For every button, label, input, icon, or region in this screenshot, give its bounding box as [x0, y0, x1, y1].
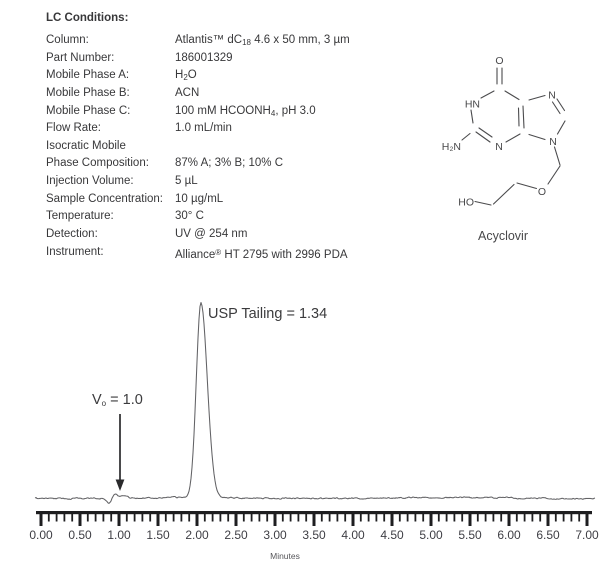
- condition-label: Flow Rate:: [46, 122, 101, 135]
- x-axis-tick-label: 5.50: [458, 528, 482, 542]
- x-axis-minor-tick: [422, 514, 424, 522]
- condition-row: [46, 228, 386, 246]
- usp-tailing-annotation: USP Tailing = 1.34: [208, 306, 328, 322]
- x-axis-minor-tick: [407, 514, 409, 522]
- x-axis-tick-label: 7.00: [575, 528, 599, 542]
- x-axis-minor-tick: [188, 514, 190, 522]
- n1-label: HN: [464, 98, 480, 111]
- x-axis-tick-label: 2.50: [224, 528, 248, 542]
- x-axis-minor-tick: [71, 514, 73, 522]
- amine-label: H₂N: [441, 141, 461, 153]
- x-axis-major-tick: [157, 514, 160, 526]
- x-axis-tick-label: 0.00: [29, 528, 53, 542]
- x-axis-minor-tick: [103, 514, 105, 522]
- carbonyl-oxygen-label: O: [495, 55, 504, 67]
- x-axis-tick-label: 3.00: [263, 528, 287, 542]
- lc-conditions-block: [46, 12, 386, 263]
- x-axis-minor-tick: [485, 514, 487, 522]
- x-axis-minor-tick: [329, 514, 331, 522]
- condition-value: 30° C: [175, 210, 204, 223]
- condition-label: Isocratic Mobile: [46, 139, 126, 152]
- x-axis-major-tick: [430, 514, 433, 526]
- x-axis-title: Minutes: [270, 551, 300, 561]
- condition-row: [46, 175, 386, 193]
- x-axis-minor-tick: [243, 514, 245, 522]
- condition-label: Mobile Phase B:: [46, 86, 130, 99]
- condition-label: Mobile Phase C:: [46, 104, 131, 117]
- x-axis-minor-tick: [56, 514, 58, 522]
- x-axis-minor-tick: [181, 514, 183, 522]
- condition-row: [46, 52, 386, 70]
- x-axis-minor-tick: [142, 514, 144, 522]
- x-axis-minor-tick: [461, 514, 463, 522]
- structure-atom-labels: [442, 55, 557, 209]
- ether-oxygen-label: O: [537, 186, 547, 198]
- x-axis-major-tick: [40, 514, 43, 526]
- x-axis-major-tick: [79, 514, 82, 526]
- acyclovir-structure: [410, 30, 606, 250]
- x-axis-minor-tick: [539, 514, 541, 522]
- x-axis-minor-tick: [368, 514, 370, 522]
- x-axis-minor-tick: [578, 514, 580, 522]
- compound-name: Acyclovir: [477, 229, 529, 243]
- x-axis-minor-tick: [383, 514, 385, 522]
- x-axis-minor-tick: [149, 514, 151, 522]
- condition-row: [46, 34, 386, 52]
- x-axis-minor-tick: [454, 514, 456, 522]
- x-axis-minor-tick: [524, 514, 526, 522]
- condition-value: 186001329: [175, 51, 233, 64]
- x-axis-tick-label: 6.50: [536, 528, 560, 542]
- condition-value: 10 µg/mL: [175, 192, 224, 205]
- x-axis-minor-tick: [110, 514, 112, 522]
- condition-value: $H_2O$: [175, 69, 197, 83]
- structure-svg: [410, 30, 606, 250]
- x-axis-minor-tick: [493, 514, 495, 522]
- x-axis-minor-tick: [290, 514, 292, 522]
- condition-value: 1.0 mL/min: [175, 122, 232, 135]
- condition-row: [46, 105, 386, 123]
- x-axis-major-tick: [508, 514, 511, 526]
- condition-label: Instrument:: [46, 245, 104, 258]
- x-axis-minor-tick: [399, 514, 401, 522]
- x-axis-tick-label: 1.00: [107, 528, 131, 542]
- x-axis-major-tick: [586, 514, 589, 526]
- x-axis-minor-tick: [227, 514, 229, 522]
- x-axis-tick-label: 1.50: [146, 528, 170, 542]
- x-axis-minor-tick: [337, 514, 339, 522]
- x-axis-minor-tick: [282, 514, 284, 522]
- condition-label: Column:: [46, 34, 89, 46]
- x-axis-minor-tick: [95, 514, 97, 522]
- condition-value: 100 mM $HCOONH_4$, pH 3.0: [175, 104, 316, 118]
- x-axis-minor-tick: [438, 514, 440, 522]
- x-axis-minor-tick: [64, 514, 66, 522]
- x-axis-minor-tick: [563, 514, 565, 522]
- x-axis-major-tick: [313, 514, 316, 526]
- x-axis-tick-label: 4.50: [380, 528, 404, 542]
- x-axis-minor-tick: [446, 514, 448, 522]
- x-axis-tick-label: 4.00: [341, 528, 365, 542]
- void-arrow-head: [116, 480, 125, 492]
- n9-label: N: [549, 136, 557, 148]
- x-axis-minor-tick: [134, 514, 136, 522]
- x-axis-major-tick: [196, 514, 199, 526]
- x-axis-minor-tick: [415, 514, 417, 522]
- condition-label: Temperature:: [46, 210, 114, 223]
- x-axis-minor-tick: [555, 514, 557, 522]
- condition-value: Atlantis™ $dC_{18}$ 4.6 x 50 mm, 3 µm: [175, 34, 350, 47]
- condition-label: Part Number:: [46, 51, 115, 64]
- x-axis-minor-tick: [220, 514, 222, 522]
- condition-value: [175, 140, 386, 158]
- x-axis-minor-tick: [532, 514, 534, 522]
- condition-label: Mobile Phase A:: [46, 69, 130, 82]
- condition-row: [46, 193, 386, 211]
- void-volume-annotation: $V_o = 1.0$: [92, 392, 143, 408]
- x-axis-tick-label: 5.00: [419, 528, 443, 542]
- condition-value: Alliance® HT 2795 with 2996 PDA: [175, 247, 348, 261]
- condition-row: [46, 140, 386, 158]
- condition-label: Injection Volume:: [46, 175, 134, 188]
- x-axis-minor-tick: [173, 514, 175, 522]
- condition-row: [46, 246, 386, 264]
- x-axis-tick-label: 3.50: [302, 528, 326, 542]
- condition-label: Detection:: [46, 228, 98, 241]
- x-axis-major-tick: [235, 514, 238, 526]
- lc-conditions-rows: [46, 34, 386, 263]
- condition-row: [46, 122, 386, 140]
- chromatogram: [0, 280, 606, 569]
- x-axis-minor-tick: [500, 514, 502, 522]
- condition-row: [46, 87, 386, 105]
- x-axis-major-tick: [352, 514, 355, 526]
- x-axis-major-tick: [469, 514, 472, 526]
- x-axis-minor-tick: [266, 514, 268, 522]
- condition-value: ACN: [175, 86, 200, 99]
- condition-value: 87% A; 3% B; 10% C: [175, 157, 284, 170]
- x-axis-major-tick: [118, 514, 121, 526]
- x-axis-minor-tick: [360, 514, 362, 522]
- condition-value: 5 µL: [175, 175, 198, 188]
- x-axis-minor-tick: [87, 514, 89, 522]
- x-axis-minor-tick: [165, 514, 167, 522]
- chromatogram-svg: [0, 280, 606, 569]
- x-axis-minor-tick: [251, 514, 253, 522]
- n3-label: N: [495, 141, 503, 153]
- x-axis-minor-tick: [477, 514, 479, 522]
- x-axis-minor-tick: [259, 514, 261, 522]
- x-axis-minor-tick: [305, 514, 307, 522]
- condition-row: [46, 69, 386, 87]
- x-axis-minor-tick: [516, 514, 518, 522]
- condition-row: [46, 210, 386, 228]
- x-axis-minor-tick: [212, 514, 214, 522]
- x-axis-minor-tick: [344, 514, 346, 522]
- x-axis-tick-label: 0.50: [68, 528, 92, 542]
- x-axis-minor-tick: [126, 514, 128, 522]
- x-axis-minor-tick: [298, 514, 300, 522]
- x-axis-minor-tick: [321, 514, 323, 522]
- condition-label: Phase Composition:: [46, 157, 149, 170]
- n7-label: N: [548, 89, 556, 102]
- hydroxyl-label: HO: [458, 196, 474, 209]
- x-axis-bar: [36, 511, 592, 514]
- x-axis-minor-tick: [204, 514, 206, 522]
- x-axis-major-tick: [391, 514, 394, 526]
- x-axis-minor-tick: [571, 514, 573, 522]
- x-axis-tick-label: 2.00: [185, 528, 209, 542]
- x-axis-minor-tick: [48, 514, 50, 522]
- x-axis-tick-label: 6.00: [497, 528, 521, 542]
- condition-row: [46, 157, 386, 175]
- x-axis-major-tick: [547, 514, 550, 526]
- condition-label: Sample Concentration:: [46, 192, 163, 205]
- x-axis-minor-tick: [376, 514, 378, 522]
- condition-value: UV @ 254 nm: [175, 228, 248, 241]
- x-axis-major-tick: [274, 514, 277, 526]
- lc-conditions-title: LC Conditions:: [46, 12, 129, 24]
